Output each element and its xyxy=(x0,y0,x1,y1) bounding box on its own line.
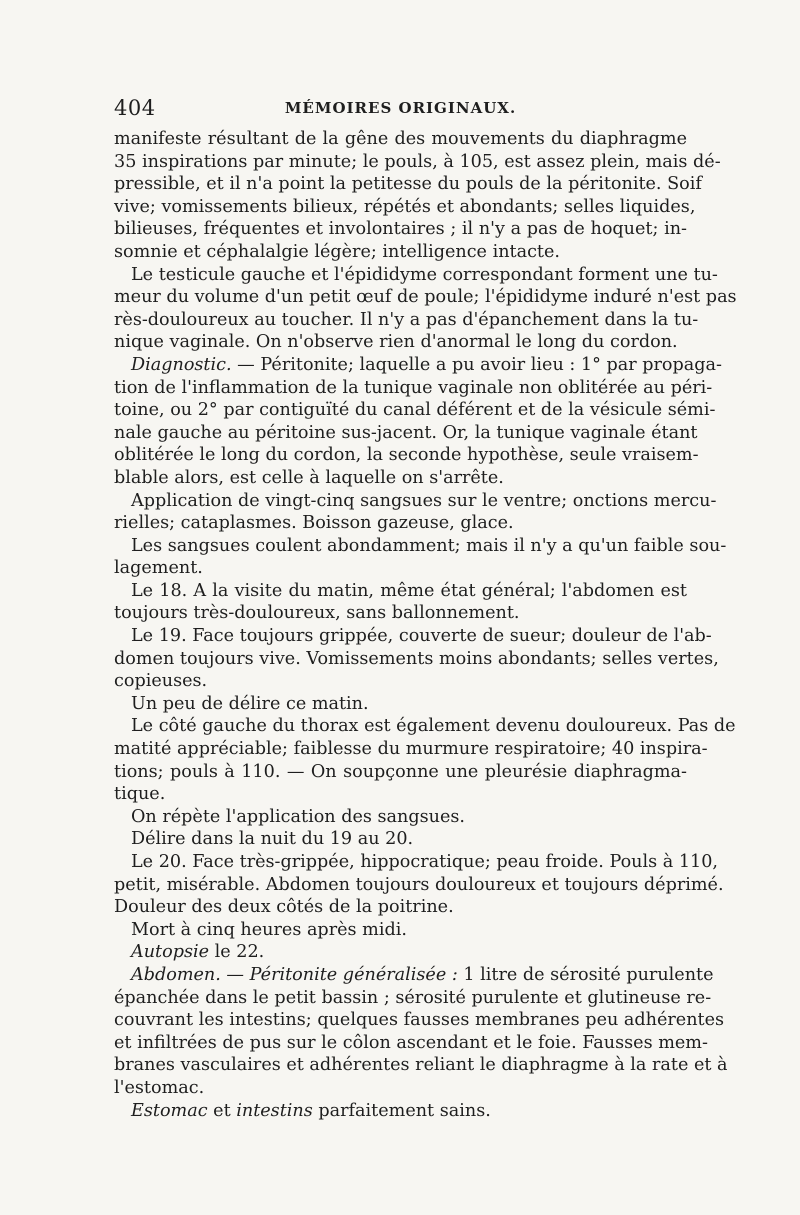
text-run: matité appréciable; faiblesse du murmure respiratoire; 40 inspira- xyxy=(114,739,708,760)
text-line xyxy=(114,828,687,851)
text-line xyxy=(114,354,722,377)
text-run: — Péritonite; laquelle a pu avoir lieu : 1° par propaga- xyxy=(231,354,722,375)
text-line xyxy=(114,241,687,264)
text-run: nale gauche au péritoine sus-jacent. Or, la tunique vaginale étant xyxy=(114,422,698,443)
italic-run: Abdomen. — Péritonite généralisée : xyxy=(131,964,458,985)
text-line xyxy=(114,806,687,829)
text-line xyxy=(114,580,687,603)
text-line xyxy=(114,467,687,490)
text-line xyxy=(114,218,687,241)
italic-run: Diagnostic. xyxy=(131,354,232,375)
text-line xyxy=(114,512,687,535)
text-run: On répète l'application des sangsues. xyxy=(131,806,466,827)
text-line xyxy=(114,535,727,558)
text-line xyxy=(114,783,687,806)
text-run: petit, misérable. Abdomen toujours douloureux et toujours déprimé. xyxy=(114,874,724,895)
text-run: épanchée dans le petit bassin ; sérosité purulente et glutineuse re- xyxy=(114,987,712,1008)
text-line xyxy=(114,738,708,761)
text-line xyxy=(114,761,687,784)
text-line xyxy=(114,490,717,513)
text-run: et infiltrées de pus sur le côlon ascendant et le foie. Fausses mem- xyxy=(114,1032,708,1053)
text-run: 35 inspirations par minute; le pouls, à 105, est assez plein, mais dé- xyxy=(114,151,721,172)
italic-run: Autopsie xyxy=(131,942,210,963)
text-run: tique. xyxy=(114,784,166,805)
italic-run: intestins xyxy=(236,1100,313,1121)
text-run: bilieuses, fréquentes et involontaires ; il n'y a pas de hoquet; in- xyxy=(114,219,687,240)
text-line xyxy=(114,648,719,671)
text-line xyxy=(114,264,718,287)
text-run: l'estomac. xyxy=(114,1077,205,1098)
text-run: nique vaginale. On n'observe rien d'anormal le long du cordon. xyxy=(114,332,678,353)
text-run: blable alors, est celle à laquelle on s'arrête. xyxy=(114,467,504,488)
text-run: Mort à cinq heures après midi. xyxy=(131,919,407,940)
text-line xyxy=(114,286,737,309)
text-run: Douleur des deux côtés de la poitrine. xyxy=(114,897,454,918)
text-line xyxy=(114,715,736,738)
page-number: 404 xyxy=(114,96,156,120)
text-line xyxy=(114,1009,725,1032)
running-title: MÉMOIRES ORIGINAUX. xyxy=(284,99,517,117)
text-run: branes vasculaires et adhérentes reliant le diaphragme à la rate et à xyxy=(114,1055,728,1076)
text-run: Application de vingt-cinq sangsues sur le ventre; onctions mercu- xyxy=(131,490,717,511)
text-run: copieuses. xyxy=(114,671,208,692)
text-line xyxy=(114,851,719,874)
text-line xyxy=(114,1054,728,1077)
text-line xyxy=(114,422,698,445)
text-line xyxy=(114,964,714,987)
text-line xyxy=(114,693,687,716)
text-run: Délire dans la nuit du 19 au 20. xyxy=(131,829,414,850)
text-run: Les sangsues coulent abondamment; mais il n'y a qu'un faible sou- xyxy=(131,535,727,556)
text-run: Le côté gauche du thorax est également devenu douloureux. Pas de xyxy=(131,716,736,737)
text-run: domen toujours vive. Vomissements moins abondants; selles vertes, xyxy=(114,648,719,669)
text-run: somnie et céphalalgie légère; intelligence intacte. xyxy=(114,241,561,262)
text-run: oblitérée le long du cordon, la seconde hypothèse, seule vraisem- xyxy=(114,445,699,466)
text-line xyxy=(114,173,702,196)
text-run: vive; vomissements bilieux, répétés et abondants; selles liquides, xyxy=(114,196,696,217)
text-run: meur du volume d'un petit œuf de poule; l'épididyme induré n'est pas xyxy=(114,287,737,308)
text-run: lagement. xyxy=(114,558,203,579)
text-line xyxy=(114,602,687,625)
text-line xyxy=(114,919,687,942)
text-run: manifeste résultant de la gêne des mouvements du diaphragme xyxy=(114,129,687,149)
text-line xyxy=(114,625,712,648)
text-line xyxy=(114,377,713,400)
text-line xyxy=(114,399,716,422)
text-line xyxy=(114,128,687,151)
text-line xyxy=(114,309,699,332)
text-line xyxy=(114,331,687,354)
body-text xyxy=(114,128,737,1122)
text-run: Le 20. Face très-grippée, hippocratique; peau froide. Pouls à 110, xyxy=(131,852,719,872)
text-run: toujours très-douloureux, sans ballonnement. xyxy=(114,603,520,624)
text-run: toine, ou 2° par contiguïté du canal déférent et de la vésicule sémi- xyxy=(114,400,716,421)
text-run: rielles; cataplasmes. Boisson gazeuse, glace. xyxy=(114,513,514,534)
text-line xyxy=(114,444,699,467)
text-run: Le 18. A la visite du matin, même état général; l'abdomen est xyxy=(131,580,687,601)
text-run: le 22. xyxy=(209,942,265,963)
text-run: 1 litre de sérosité purulente xyxy=(457,964,714,985)
text-run: Le 19. Face toujours grippée, couverte de sueur; douleur de l'ab- xyxy=(131,626,712,647)
text-line xyxy=(114,874,724,897)
italic-run: Estomac xyxy=(131,1100,208,1121)
text-line xyxy=(114,987,712,1010)
text-line xyxy=(114,557,687,580)
text-run: Le testicule gauche et l'épididyme correspondant forment une tu- xyxy=(131,264,718,285)
text-run: pressible, et il n'a point la petitesse du pouls de la péritonite. Soif xyxy=(114,174,702,195)
text-run: parfaitement sains. xyxy=(312,1100,491,1121)
page-header xyxy=(114,96,687,126)
text-line xyxy=(114,1100,687,1123)
text-run: couvrant les intestins; quelques fausses membranes peu adhérentes xyxy=(114,1010,725,1031)
text-line xyxy=(114,196,696,219)
text-run: tions; pouls à 110. — On soupçonne une pleurésie diaphragma- xyxy=(114,761,687,782)
text-run: rès-douloureux au toucher. Il n'y a pas d'épanchement dans la tu- xyxy=(114,309,699,330)
text-line xyxy=(114,151,721,174)
text-run: Un peu de délire ce matin. xyxy=(131,693,369,714)
text-line xyxy=(114,1032,708,1055)
text-line xyxy=(114,896,687,919)
text-run: tion de l'inflammation de la tunique vaginale non oblitérée au péri- xyxy=(114,377,713,398)
text-line xyxy=(114,1077,687,1100)
text-run: et xyxy=(207,1100,237,1121)
text-line xyxy=(114,941,687,964)
text-line xyxy=(114,670,687,693)
